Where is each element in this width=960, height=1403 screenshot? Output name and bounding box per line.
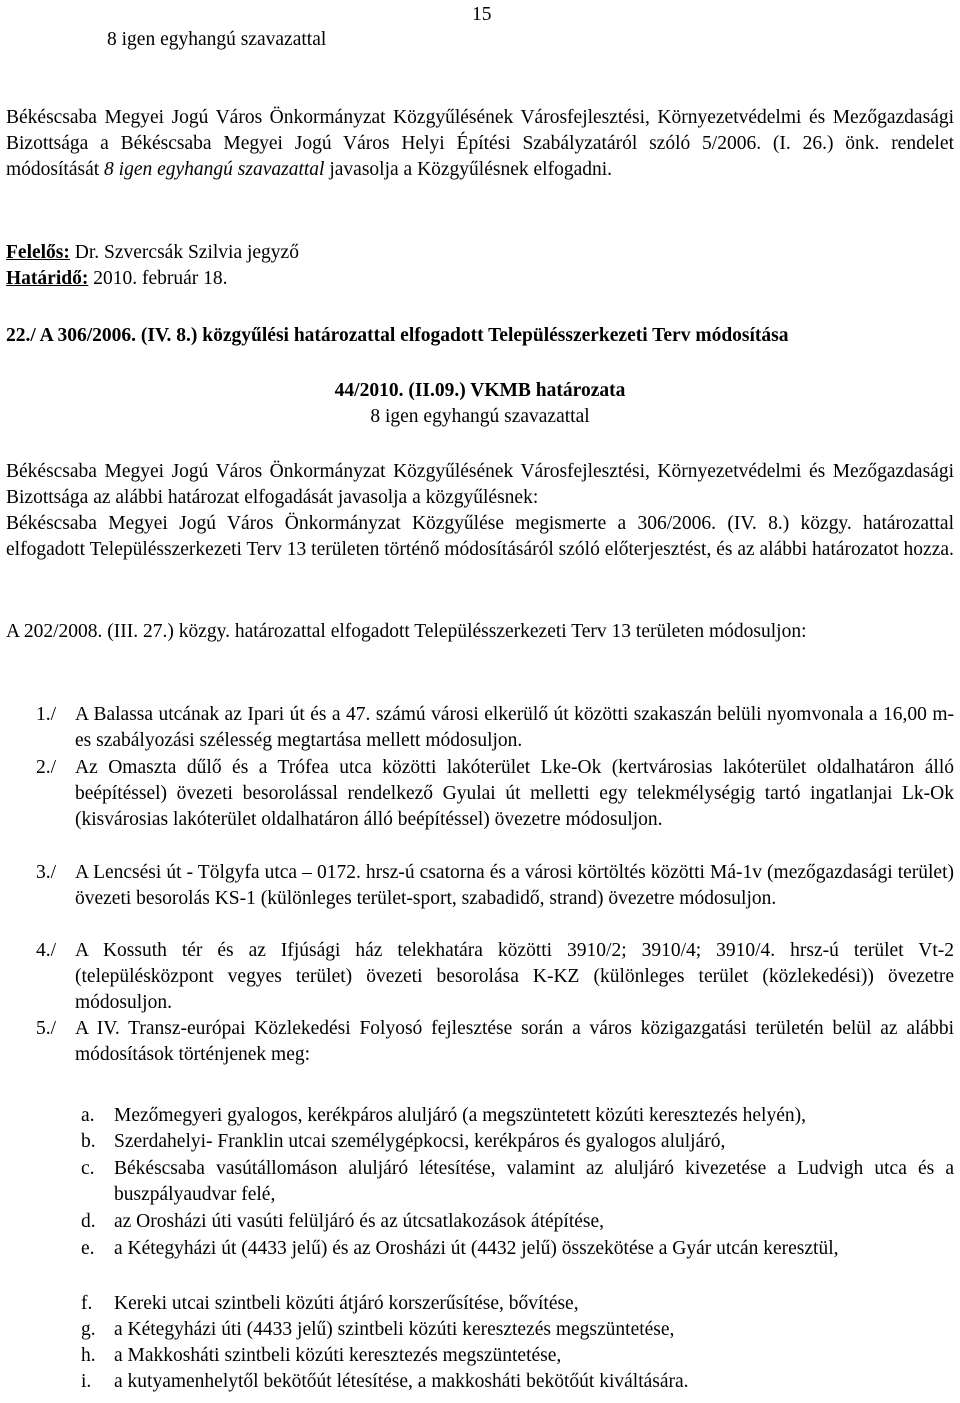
- deadline-label: Határidő:: [6, 268, 89, 289]
- list-item-number: 3./: [36, 862, 57, 883]
- responsible-line: [6, 240, 299, 266]
- responsible-value: Dr. Szvercsák Szilvia jegyző: [69, 242, 299, 263]
- sub-item-text: Mezőmegyeri gyalogos, kerékpáros aluljáró (a megszüntetett közúti keresztezés helyén),: [114, 1105, 806, 1126]
- list-item-number: 4./: [36, 940, 57, 961]
- sub-item-text: Békéscsaba vasútállomáson aluljáró létesítése, valamint az aluljáró kivezetése a Ludvigh utca és a buszpályaudvar felé,: [114, 1158, 954, 1205]
- sub-item-letter: b.: [81, 1131, 96, 1152]
- list-item-text: A Lencsési út - Tölgyfa utca – 0172. hrsz-ú csatorna és a városi körtöltés közötti Má-1v (mezőgazdasági terület) övezeti besorolás KS-1 (különleges terület-sport, szabadidő, strand) övezetre módosuljon.: [75, 862, 954, 909]
- deadline-line: [6, 266, 228, 292]
- committee-paragraph: Békéscsaba Megyei Jogú Város Önkormányzat Közgyűlésének Városfejlesztési, Környezetvédelmi és Mezőgazdasági Bizottsága az alábbi határozat elfogadását javasolja a közgyűlésnek:: [6, 461, 954, 508]
- list-item-text: A Balassa utcának az Ipari út és a 47. számú városi elkerülő út közötti szakaszán belüli nyomvonala a 16,00 m-es szabályozási szélesség megtartása mellett módosuljon.: [75, 704, 954, 751]
- list-item-number: 5./: [36, 1018, 57, 1039]
- sub-item-text: a Kétegyházi úti (4433 jelű) szintbeli közúti keresztezés megszüntetése,: [114, 1319, 675, 1340]
- section-heading: 22./ A 306/2006. (IV. 8.) közgyűlési határozattal elfogadott Településszerkezeti Terv módosítása: [6, 325, 789, 346]
- intro-paragraph: Békéscsaba Megyei Jogú Város Önkormányzat Közgyűlésének Városfejlesztési, Környezetvédelmi és Mezőgazdasági Bizottsága a Békéscsaba Megyei Jogú Város Helyi Építési Szabályzatáról szóló 5/2006. (I. 26.) önk. rendelet módosítását 8 igen egyhangú szavazattal javasolja a Közgyűlésnek elfogadni.: [6, 107, 954, 180]
- sub-item-text: a Makkosháti szintbeli közúti keresztezés megszüntetése,: [114, 1345, 562, 1366]
- deadline-value: 2010. február 18.: [88, 268, 228, 289]
- intro-vote-italic: 8 igen egyhangú szavazattal: [104, 159, 325, 180]
- list-item-number: 2./: [36, 757, 57, 778]
- sub-item-letter: f.: [81, 1293, 93, 1314]
- list-item-text: A IV. Transz-európai Közlekedési Folyosó fejlesztése során a város közigazgatási területén belül az alábbi módosítások történjenek meg:: [75, 1018, 954, 1065]
- sub-item-letter: i.: [81, 1371, 92, 1392]
- resolution-vote: 8 igen egyhangú szavazattal: [370, 406, 590, 427]
- sub-item-letter: a.: [81, 1105, 95, 1126]
- sub-item-text: az Orosházi úti vasúti felüljáró és az útcsatlakozások átépítése,: [114, 1211, 605, 1232]
- list-item-text: Az Omaszta dűlő és a Trófea utca közötti lakóterület Lke-Ok (kertvárosias lakóterület oldalhatáron álló beépítéssel) övezeti besorolással rendelkező Gyulai út melletti egy telekmélységig tartó ingatlanjai Lk-Ok (kisvárosias lakóterület oldalhatáron álló beépítéssel) övezetre módosuljon.: [75, 757, 954, 830]
- sub-item-letter: d.: [81, 1211, 96, 1232]
- sub-item-letter: c.: [81, 1158, 95, 1179]
- sub-item-text: Kereki utcai szintbeli közúti átjáró korszerűsítése, bővítése,: [114, 1293, 579, 1314]
- amendment-paragraph: A 202/2008. (III. 27.) közgy. határozattal elfogadott Településszerkezeti Terv 13 területen módosuljon:: [6, 621, 807, 642]
- sub-item-letter: h.: [81, 1345, 96, 1366]
- sub-item-letter: g.: [81, 1319, 96, 1340]
- list-item-number: 1./: [36, 704, 57, 725]
- top-vote-line: 8 igen egyhangú szavazattal: [107, 29, 327, 50]
- sub-item-letter: e.: [81, 1238, 95, 1259]
- sub-item-text: a Kétegyházi út (4433 jelű) és az Orosházi út (4432 jelű) összekötése a Gyár utcán keresztül,: [114, 1238, 839, 1259]
- resolution-number: 44/2010. (II.09.) VKMB határozata: [334, 380, 626, 401]
- responsible-label: Felelős:: [6, 242, 70, 263]
- sub-item-text: a kutyamenhelytől bekötőút létesítése, a makkosháti bekötőút kiváltására.: [114, 1371, 689, 1392]
- list-item-text: A Kossuth tér és az Ifjúsági ház telekhatára közötti 3910/2; 3910/4; 3910/4. hrsz-ú terület Vt-2 (településközpont vegyes terület) övezeti besorolása K-KZ (különleges terület (közlekedési)) övezetre módosuljon.: [75, 940, 954, 1013]
- sub-item-text: Szerdahelyi- Franklin utcai személygépkocsi, kerékpáros és gyalogos aluljáró,: [114, 1131, 726, 1152]
- assembly-paragraph: Békéscsaba Megyei Jogú Város Önkormányzat Közgyűlése megismerte a 306/2006. (IV. 8.) közgy. határozattal elfogadott Településszerkezeti Terv 13 területen történő módosításáról szóló előterjesztést, és az alábbi határozatot hozza.: [6, 513, 954, 560]
- page-number: 15: [472, 4, 492, 25]
